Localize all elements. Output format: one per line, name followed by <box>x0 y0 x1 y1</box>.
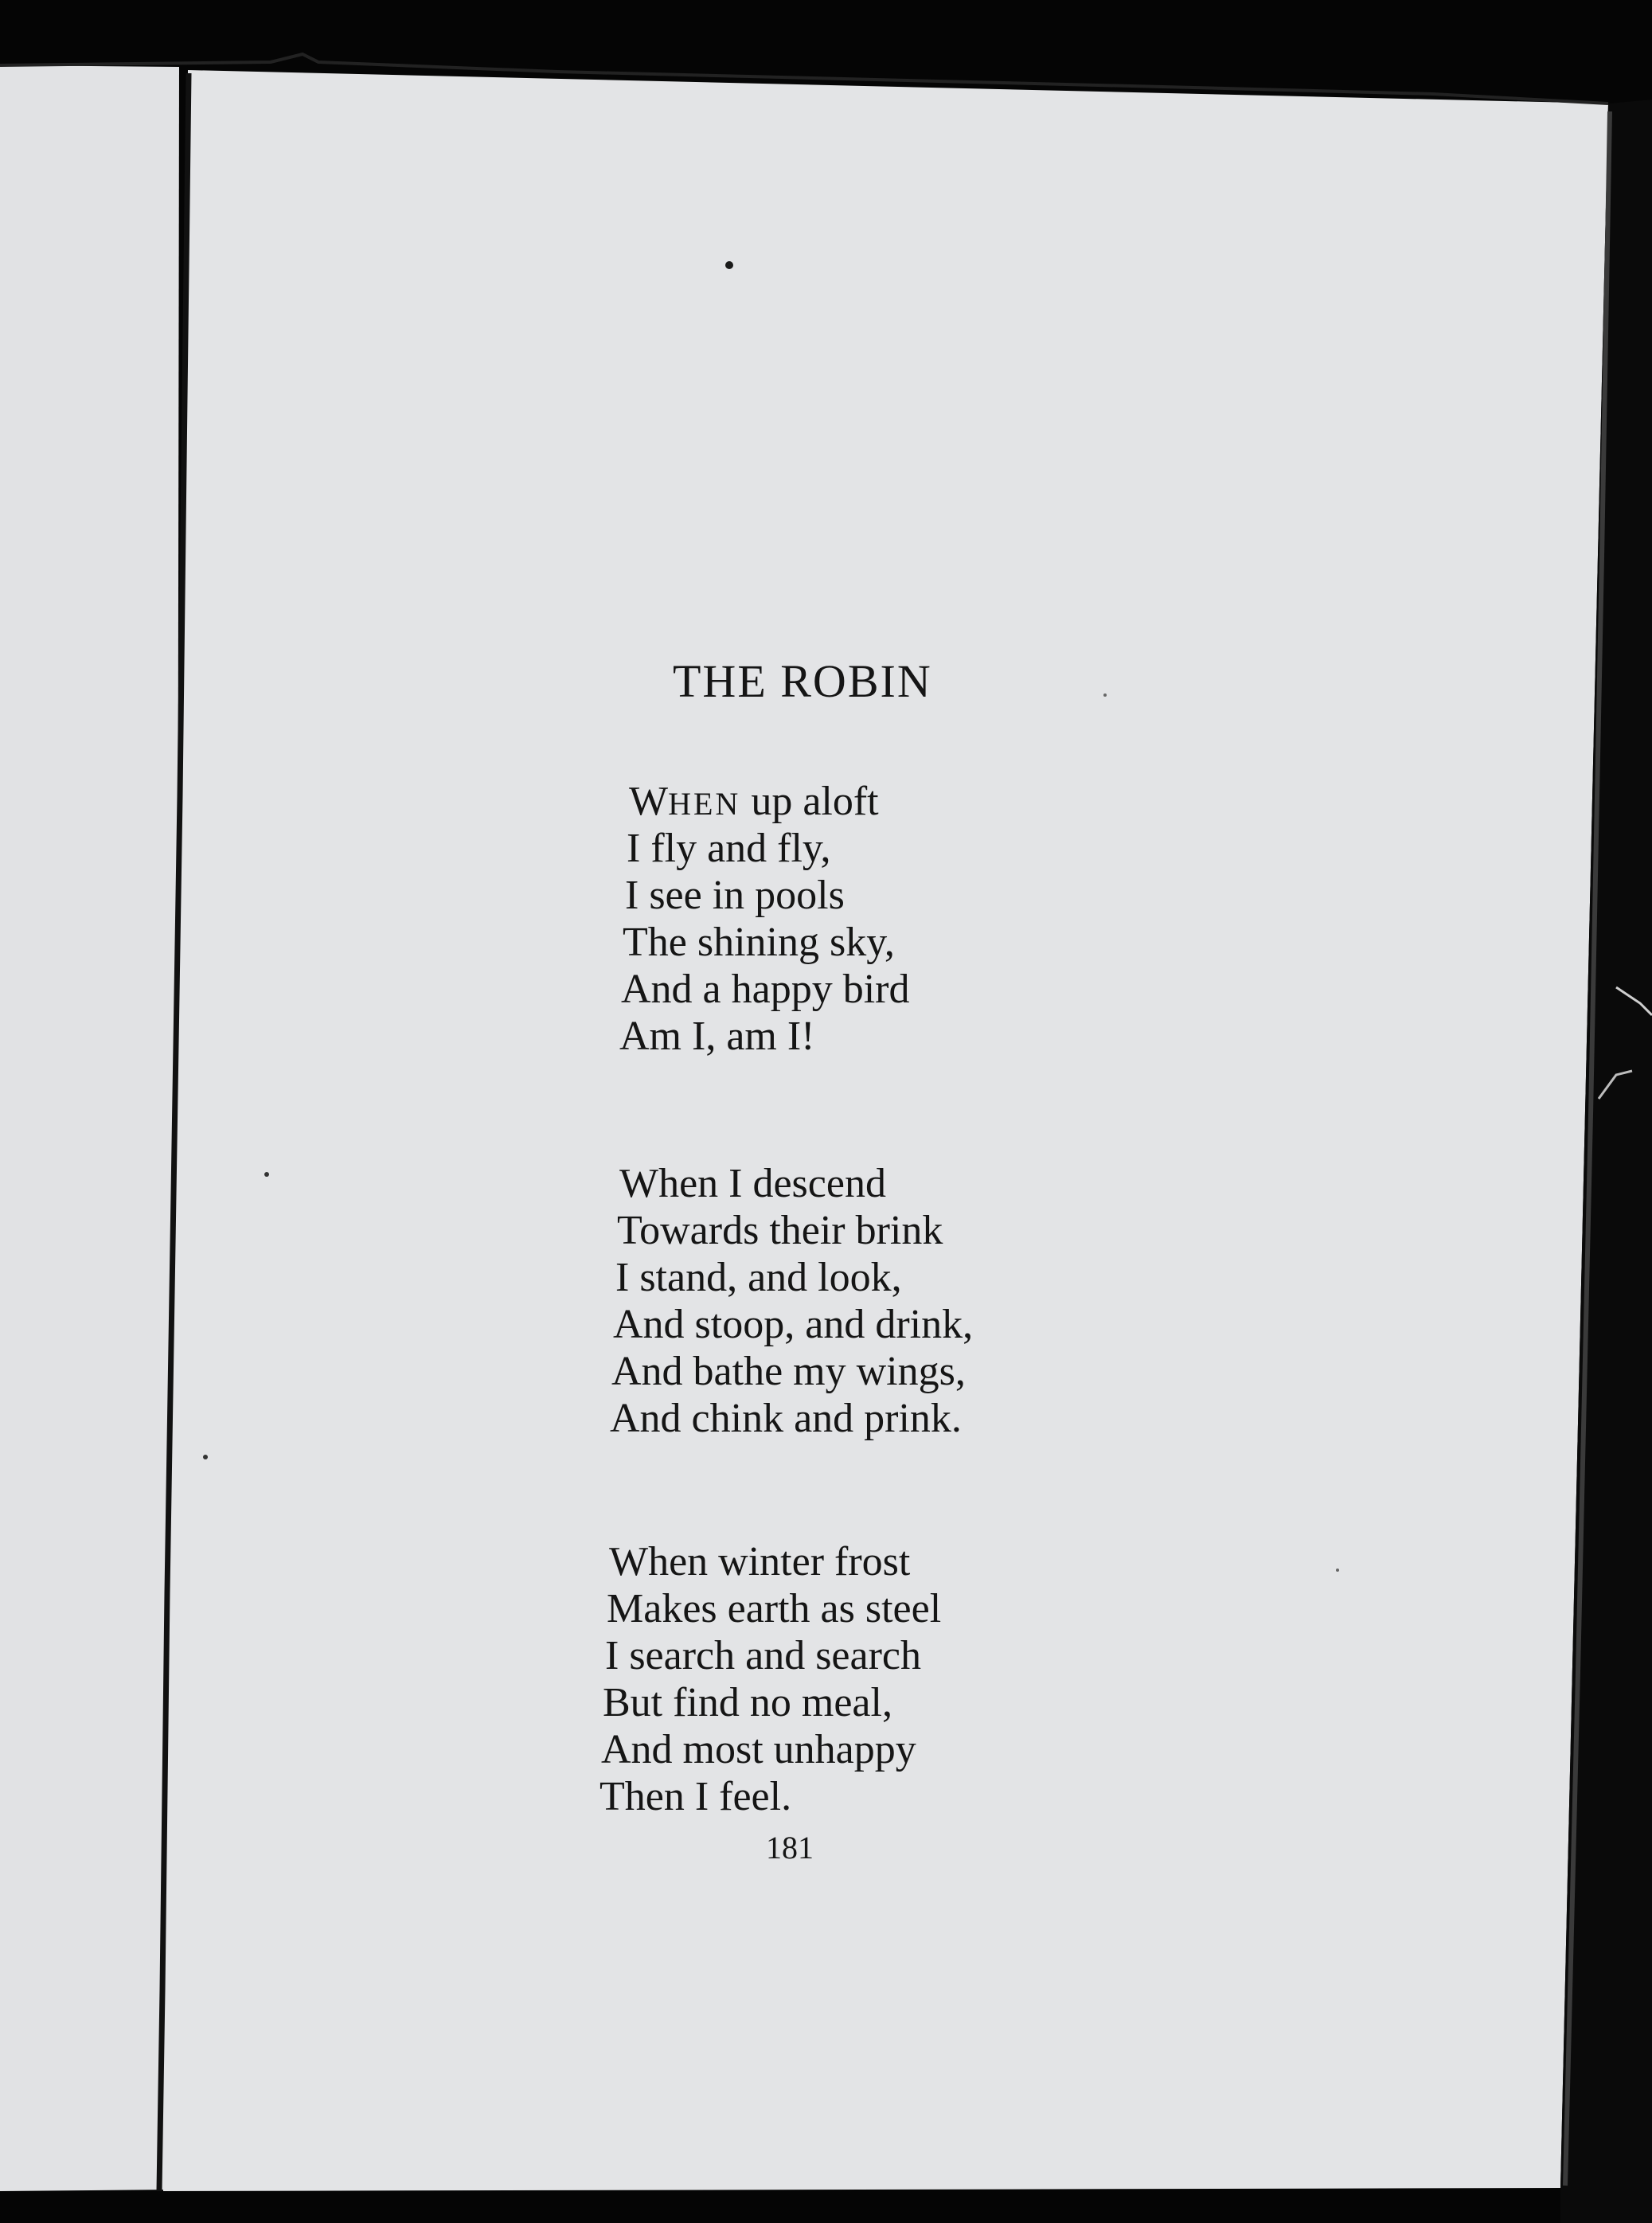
poem-line: And stoop, and drink, <box>613 1302 974 1347</box>
drop-initial: W <box>629 779 669 824</box>
poem-line: I search and search <box>605 1633 921 1678</box>
poem-line: Makes earth as steel <box>607 1586 942 1631</box>
speck <box>725 261 733 269</box>
poem-line: But find no meal, <box>603 1680 892 1725</box>
poem-line: When winter frost <box>609 1539 911 1584</box>
poem-line: And bathe my wings, <box>611 1349 966 1394</box>
poem-title: THE ROBIN <box>673 655 932 707</box>
page-number: 181 <box>766 1830 814 1866</box>
poem-line: Am I, am I! <box>619 1014 815 1059</box>
left-page-edge <box>0 65 179 2191</box>
poem-line: When I descend <box>619 1161 886 1206</box>
poem-line: And most unhappy <box>601 1727 916 1772</box>
speck <box>203 1455 208 1459</box>
stanza-3 <box>599 1538 943 1820</box>
poem-line: The shining sky, <box>623 920 895 965</box>
small-caps-word: HEN <box>668 786 741 822</box>
poem-line <box>629 778 917 825</box>
first-line-rest: up aloft <box>740 779 879 824</box>
poem-line: I stand, and look, <box>615 1255 902 1300</box>
stanza-1 <box>619 778 917 1060</box>
stanza-2 <box>610 1160 979 1442</box>
speck <box>264 1172 269 1177</box>
poem-line: I fly and fly, <box>627 826 831 871</box>
poem-line: And a happy bird <box>621 967 910 1012</box>
poem-line: And chink and prink. <box>610 1396 962 1441</box>
page <box>163 70 1608 2191</box>
poem-line: I see in pools <box>625 873 845 918</box>
poem-line: Towards their brink <box>617 1208 943 1253</box>
speck <box>1103 693 1107 697</box>
speck <box>1336 1569 1339 1572</box>
poem-line: Then I feel. <box>599 1774 792 1819</box>
